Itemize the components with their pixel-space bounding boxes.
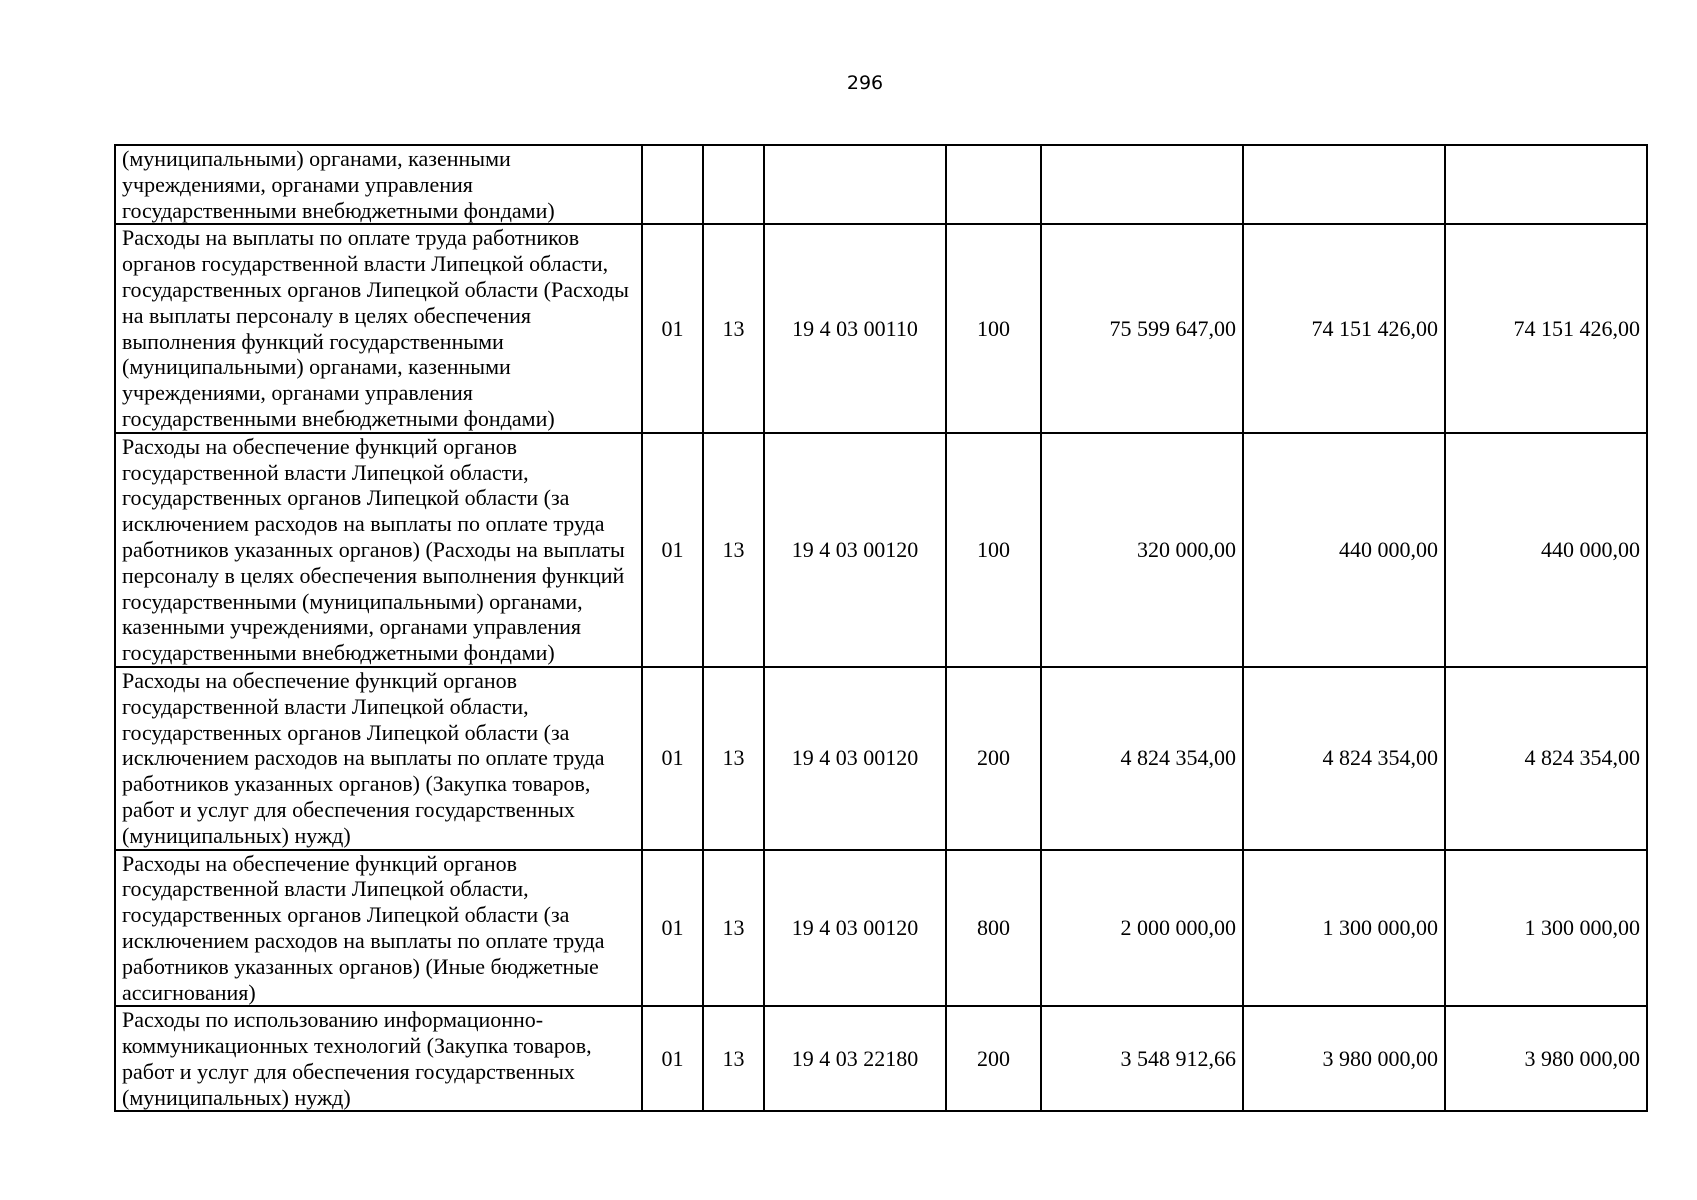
amount-year-2: 4 824 354,00 [1243, 667, 1445, 850]
section-code: 01 [642, 433, 703, 667]
table-row [115, 1006, 1647, 1111]
amount-year-1: 75 599 647,00 [1041, 224, 1243, 432]
expense-type-code [946, 145, 1041, 224]
row-description: Расходы на обеспечение функций органов государственной власти Липецкой области, государственных органов Липецкой области (за исключением расходов на выплаты по оплате труда работников указанных органов) (Иные бюджетные ассигнования) [115, 850, 642, 1007]
amount-year-1: 4 824 354,00 [1041, 667, 1243, 850]
table-row [115, 433, 1647, 667]
target-article-code: 19 4 03 00110 [764, 224, 946, 432]
amount-year-1: 3 548 912,66 [1041, 1006, 1243, 1111]
row-description: (муниципальными) органами, казенными учреждениями, органами управления государственными внебюджетными фондами) [115, 145, 642, 224]
target-article-code [764, 145, 946, 224]
target-article-code: 19 4 03 00120 [764, 667, 946, 850]
target-article-code: 19 4 03 22180 [764, 1006, 946, 1111]
amount-year-3: 1 300 000,00 [1445, 850, 1647, 1007]
expense-type-code: 100 [946, 224, 1041, 432]
expense-type-code: 200 [946, 1006, 1041, 1111]
subsection-code: 13 [703, 224, 764, 432]
amount-year-3 [1445, 145, 1647, 224]
subsection-code: 13 [703, 850, 764, 1007]
subsection-code: 13 [703, 433, 764, 667]
table-row [115, 145, 1647, 224]
section-code: 01 [642, 667, 703, 850]
table-row [115, 667, 1647, 850]
row-description: Расходы по использованию информационно-коммуникационных технологий (Закупка товаров, работ и услуг для обеспечения государственных (муниципальных) нужд) [115, 1006, 642, 1111]
row-description: Расходы на выплаты по оплате труда работников органов государственной власти Липецкой области, государственных органов Липецкой области (Расходы на выплаты персоналу в целях обеспечения выполнения функций государственными (муниципальными) органами, казенными учреждениями, органами управления государственными внебюджетными фондами) [115, 224, 642, 432]
subsection-code: 13 [703, 1006, 764, 1111]
expense-type-code: 800 [946, 850, 1041, 1007]
table-row [115, 850, 1647, 1007]
subsection-code [703, 145, 764, 224]
expense-type-code: 100 [946, 433, 1041, 667]
amount-year-1 [1041, 145, 1243, 224]
amount-year-3: 3 980 000,00 [1445, 1006, 1647, 1111]
expense-type-code: 200 [946, 667, 1041, 850]
page-number: 296 [846, 72, 884, 94]
section-code: 01 [642, 850, 703, 1007]
row-description: Расходы на обеспечение функций органов государственной власти Липецкой области, государственных органов Липецкой области (за исключением расходов на выплаты по оплате труда работников указанных органов) (Расходы на выплаты персоналу в целях обеспечения выполнения функций государственными (муниципальными) органами, казенными учреждениями, органами управления государственными внебюджетными фондами) [115, 433, 642, 667]
amount-year-3: 440 000,00 [1445, 433, 1647, 667]
section-code: 01 [642, 224, 703, 432]
amount-year-1: 2 000 000,00 [1041, 850, 1243, 1007]
amount-year-2: 3 980 000,00 [1243, 1006, 1445, 1111]
budget-table [114, 144, 1648, 1112]
amount-year-2: 74 151 426,00 [1243, 224, 1445, 432]
subsection-code: 13 [703, 667, 764, 850]
section-code: 01 [642, 1006, 703, 1111]
target-article-code: 19 4 03 00120 [764, 850, 946, 1007]
row-description: Расходы на обеспечение функций органов государственной власти Липецкой области, государственных органов Липецкой области (за исключением расходов на выплаты по оплате труда работников указанных органов) (Закупка товаров, работ и услуг для обеспечения государственных (муниципальных) нужд) [115, 667, 642, 850]
section-code [642, 145, 703, 224]
amount-year-2: 440 000,00 [1243, 433, 1445, 667]
amount-year-2: 1 300 000,00 [1243, 850, 1445, 1007]
amount-year-3: 4 824 354,00 [1445, 667, 1647, 850]
amount-year-1: 320 000,00 [1041, 433, 1243, 667]
target-article-code: 19 4 03 00120 [764, 433, 946, 667]
amount-year-2 [1243, 145, 1445, 224]
amount-year-3: 74 151 426,00 [1445, 224, 1647, 432]
table-row [115, 224, 1647, 432]
